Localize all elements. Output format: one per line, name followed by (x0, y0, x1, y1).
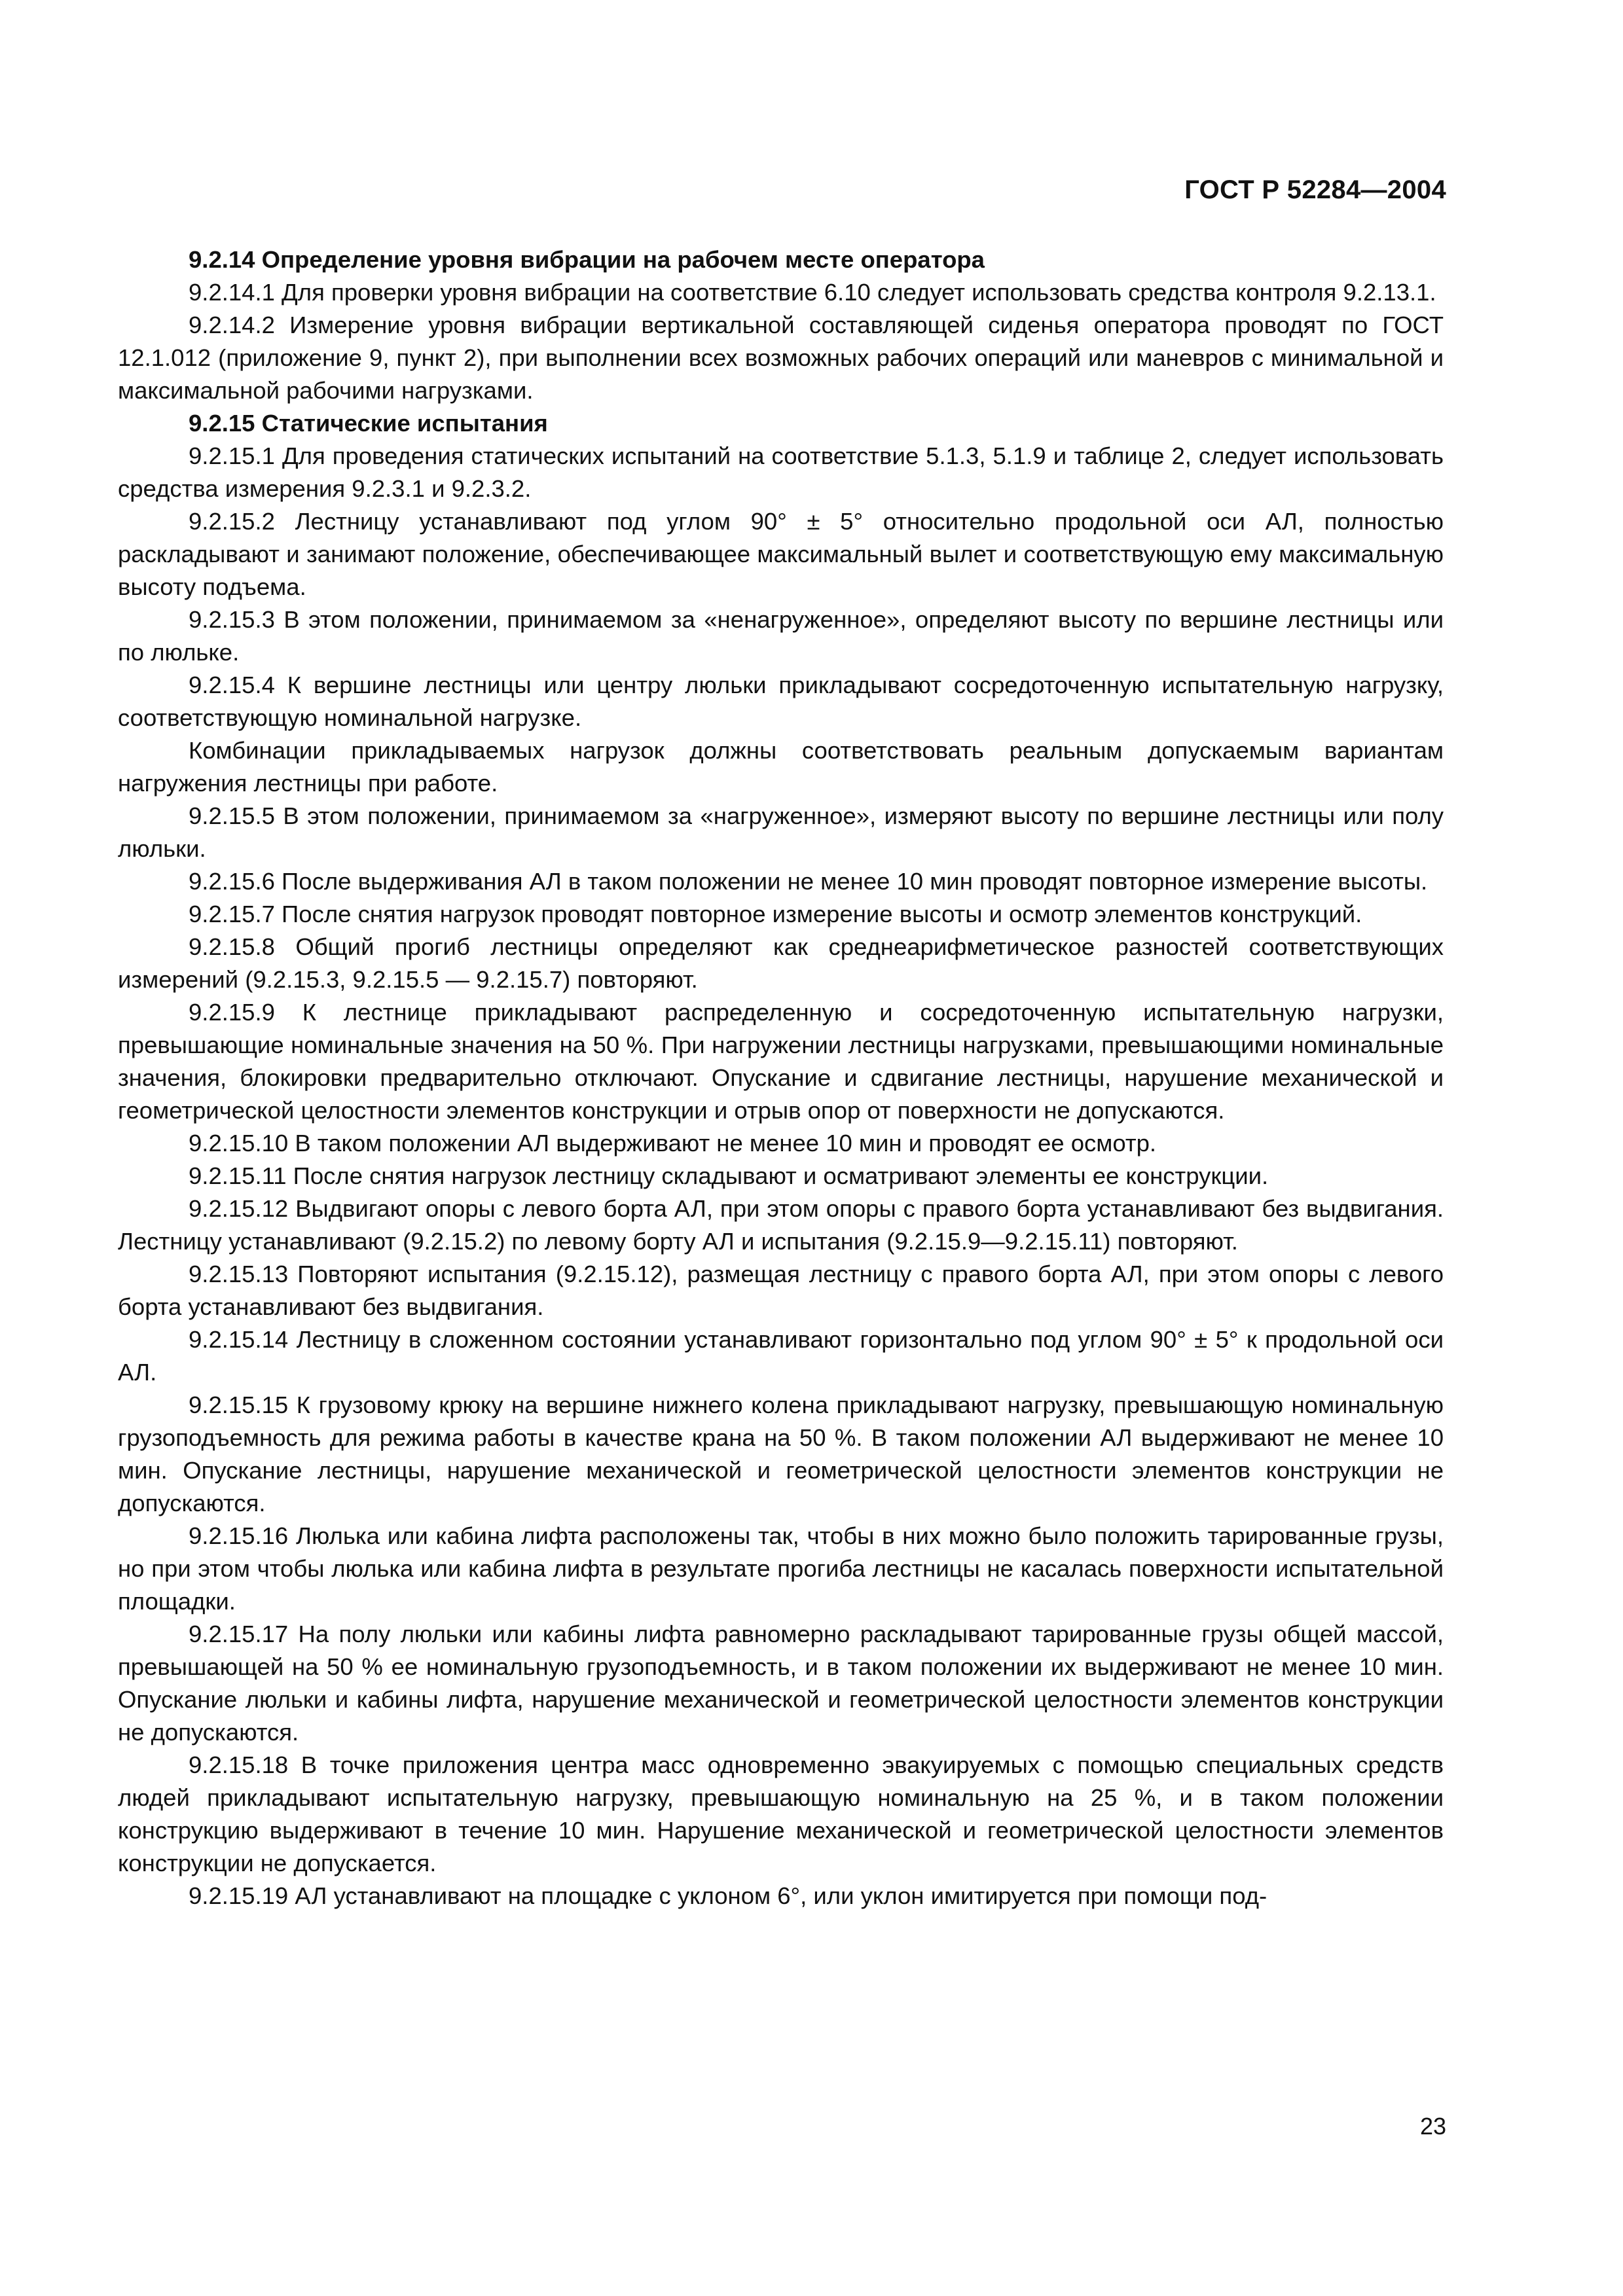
page-number: 23 (1419, 2113, 1446, 2140)
paragraph: 9.2.15.18 В точке приложения центра масс одновременно эвакуируемых с помощью специальных средств людей прикладывают испытательную нагрузку, превышающую номинальную на 25 %, и в таком положении конструкцию выдерживают в течение 10 мин. Нарушение механической и геометрической целостности элементов конструкции не допускается. (118, 1751, 1444, 1876)
paragraph: 9.2.15.5 В этом положении, принимаемом за «нагруженное», измеряют высоту по вершине лестницы или полу люльки. (118, 802, 1444, 862)
paragraph: 9.2.15.6 После выдерживания АЛ в таком положении не менее 10 мин проводят повторное измерение высоты. (189, 868, 1428, 895)
section-heading: 9.2.14 Определение уровня вибрации на рабочем месте оператора (189, 246, 985, 273)
paragraph: 9.2.14.2 Измерение уровня вибрации вертикальной составляющей сиденья оператора проводят по ГОСТ 12.1.012 (приложение 9, пункт 2), при выполнении всех возможных рабочих операций или маневров с минимальной и максимальной рабочими нагрузками. (118, 312, 1444, 404)
paragraph: 9.2.15.19 АЛ устанавливают на площадке с уклоном 6°, или уклон имитируется при помощи под- (189, 1882, 1267, 1909)
document-body (118, 243, 1444, 1912)
paragraph: 9.2.15.17 На полу люльки или кабины лифта равномерно раскладывают тарированные грузы общей массой, превышающей на 50 % ее номинальную грузоподъемность, и в таком положении их выдерживают не менее 10 мин. Опускание люльки и кабины лифта, нарушение механической и геометрической целостности элементов конструкции не допускаются. (118, 1621, 1444, 1746)
paragraph: 9.2.15.9 К лестнице прикладывают распределенную и сосредоточенную испытательную нагрузки, превышающие номинальные значения на 50 %. При нагружении лестницы нагрузками, превышающими номинальные значения, блокировки предварительно отключают. Опускание и сдвигание лестницы, нарушение механической и геометрической целостности элементов конструкции и отрыв опор от поверхности не допускаются. (118, 999, 1444, 1124)
paragraph: 9.2.15.15 К грузовому крюку на вершине нижнего колена прикладывают нагрузку, превышающую номинальную грузоподъемность для режима работы в качестве крана на 50 %. В таком положении АЛ выдерживают не менее 10 мин. Опускание лестницы, нарушение механической и геометрической целостности элементов конструкции не допускаются. (118, 1391, 1444, 1516)
paragraph: 9.2.15.4 К вершине лестницы или центру люльки прикладывают сосредоточенную испытательную нагрузку, соответствующую номинальной нагрузке. (118, 672, 1444, 731)
paragraph: 9.2.15.12 Выдвигают опоры с левого борта АЛ, при этом опоры с правого борта устанавливают без выдвигания. Лестницу устанавливают (9.2.15.2) по левому борту АЛ и испытания (9.2.15.9—9.2.15.11) повторяют. (118, 1195, 1444, 1255)
paragraph: 9.2.15.1 Для проведения статических испытаний на соответствие 5.1.3, 5.1.9 и таблице 2, следует использовать средства измерения 9.2.3.1 и 9.2.3.2. (118, 442, 1444, 502)
paragraph: 9.2.15.10 В таком положении АЛ выдерживают не менее 10 мин и проводят ее осмотр. (189, 1130, 1157, 1157)
paragraph: 9.2.15.7 После снятия нагрузок проводят повторное измерение высоты и осмотр элементов конструкций. (189, 901, 1362, 927)
paragraph: Комбинации прикладываемых нагрузок должны соответствовать реальным допускаемым вариантам нагружения лестницы при работе. (118, 737, 1444, 797)
paragraph: 9.2.14.1 Для проверки уровня вибрации на соответствие 6.10 следует использовать средства контроля 9.2.13.1. (189, 279, 1436, 306)
paragraph: 9.2.15.11 После снятия нагрузок лестницу складывают и осматривают элементы ее конструкции. (189, 1162, 1269, 1189)
paragraph: 9.2.15.16 Люлька или кабина лифта расположены так, чтобы в них можно было положить тарированные грузы, но при этом чтобы люлька или кабина лифта в результате прогиба лестницы не касалась поверхности испытательной площадки. (118, 1522, 1444, 1615)
paragraph: 9.2.15.14 Лестницу в сложенном состоянии устанавливают горизонтально под углом 90° ± 5° к продольной оси АЛ. (118, 1326, 1444, 1386)
paragraph: 9.2.15.3 В этом положении, принимаемом за «ненагруженное», определяют высоту по вершине лестницы или по люльке. (118, 606, 1444, 666)
paragraph: 9.2.15.13 Повторяют испытания (9.2.15.12), размещая лестницу с правого борта АЛ, при этом опоры с левого борта устанавливают без выдвигания. (118, 1261, 1444, 1320)
section-heading: 9.2.15 Статические испытания (189, 410, 548, 437)
paragraph: 9.2.15.8 Общий прогиб лестницы определяют как среднеарифметическое разностей соответствующих измерений (9.2.15.3, 9.2.15.5 — 9.2.15.7) повторяют. (118, 933, 1444, 993)
paragraph: 9.2.15.2 Лестницу устанавливают под углом 90° ± 5° относительно продольной оси АЛ, полностью раскладывают и занимают положение, обеспечивающее максимальный вылет и соответствующую ему максимальную высоту подъема. (118, 508, 1444, 600)
document-header: ГОСТ Р 52284—2004 (1184, 175, 1446, 204)
